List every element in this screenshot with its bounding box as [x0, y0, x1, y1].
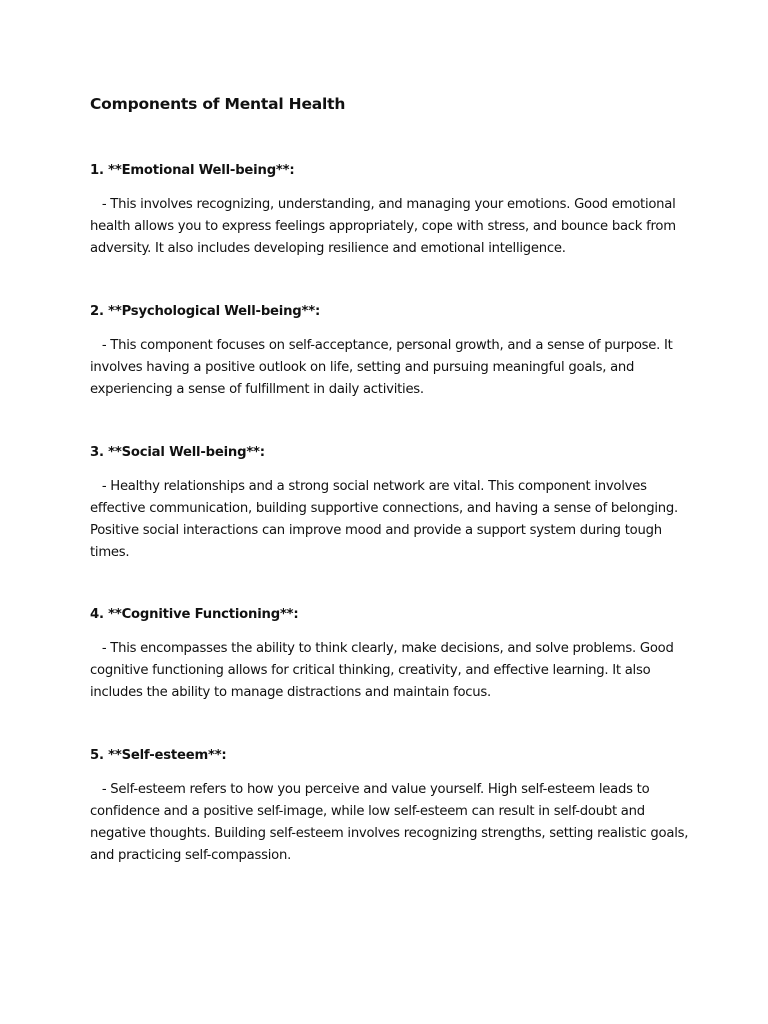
- section-cognitive-functioning: [90, 606, 690, 704]
- section-body: - This encompasses the ability to think clearly, make decisions, and solve problems. Good cognitive functioning allows for critical thinking, creativity, and effective learning. It also includes the ability to manage distractions and maintain focus.: [90, 641, 678, 700]
- document-page: [90, 94, 693, 863]
- section-emotional-well-being: [90, 162, 690, 260]
- section-psychological-well-being: [90, 303, 690, 401]
- section-body: - Self-esteem refers to how you perceive and value yourself. High self-esteem leads to confidence and a positive self-image, while low self-esteem can result in self-doubt and negative thoughts. Building self-esteem involves recognizing strengths, setting realistic goals, and practicing self-compassion.: [90, 782, 693, 863]
- section-body: - This involves recognizing, understanding, and managing your emotions. Good emotional health allows you to express feelings appropriately, cope with stress, and bounce back from adversity. It also includes developing resilience and emotional intelligence.: [90, 197, 680, 256]
- section-heading: 2. **Psychological Well-being**:: [90, 304, 321, 319]
- section-heading: 3. **Social Well-being**:: [90, 445, 265, 460]
- section-heading: 1. **Emotional Well-being**:: [90, 163, 295, 178]
- section-heading: 4. **Cognitive Functioning**:: [90, 607, 299, 622]
- section-body: - Healthy relationships and a strong social network are vital. This component involves effective communication, building supportive connections, and having a sense of belonging. Positive social interactions can improve mood and provide a support system during tough times.: [90, 479, 682, 560]
- section-self-esteem: [90, 747, 693, 867]
- document-title: Components of Mental Health: [90, 95, 346, 113]
- section-social-well-being: [90, 444, 690, 564]
- section-heading: 5. **Self-esteem**:: [90, 748, 227, 763]
- section-body: - This component focuses on self-acceptance, personal growth, and a sense of purpose. It involves having a positive outlook on life, setting and pursuing meaningful goals, and experiencing a sense of fulfillment in daily activities.: [90, 338, 677, 397]
